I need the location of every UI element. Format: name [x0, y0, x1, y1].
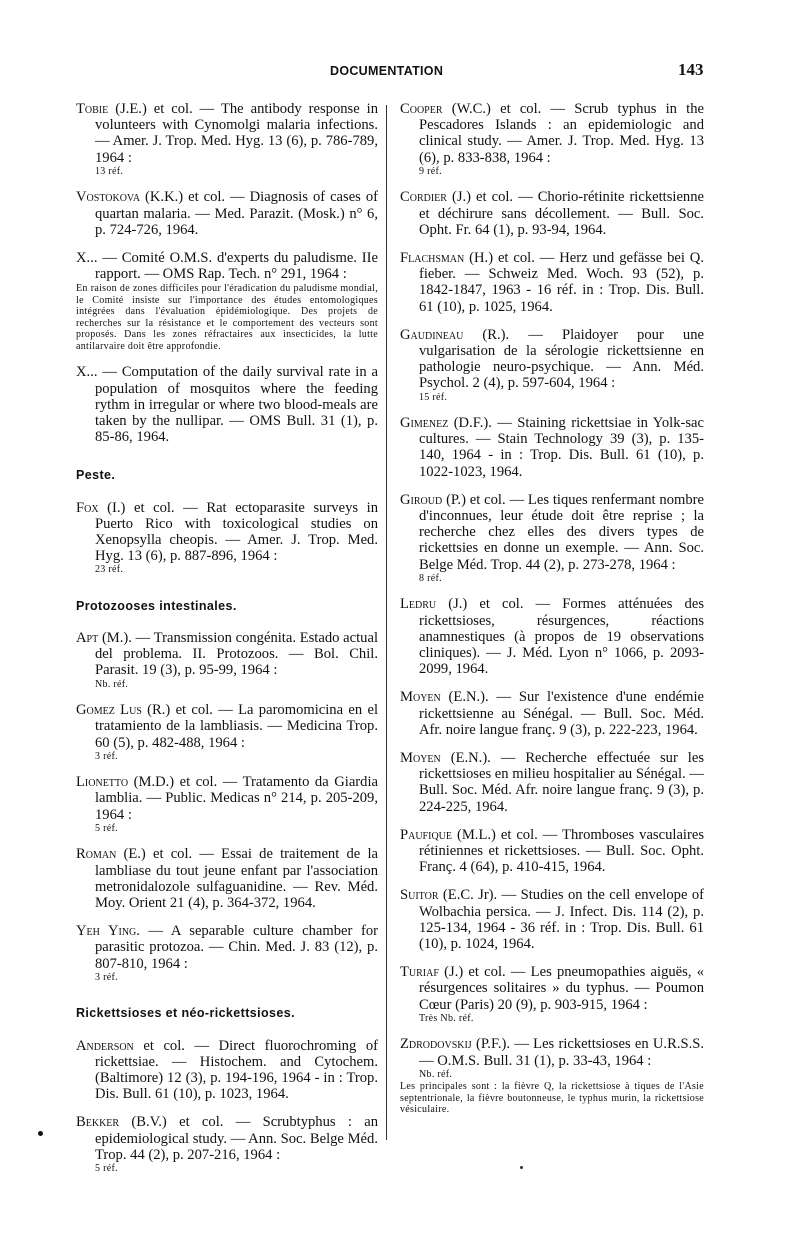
entry-reference-count: Nb. réf. [419, 1068, 453, 1080]
entry-author: Giroud [400, 491, 443, 508]
left-entries-d [76, 1038, 378, 1175]
left-entries-a [76, 101, 378, 445]
entry-citation [400, 689, 704, 738]
entry-author: Moyen [400, 750, 441, 766]
entry-reference-count: 3 réf. [95, 971, 118, 983]
section-heading-rickettsioses: Rickettsioses et néo-rickettsioses. [76, 1006, 295, 1021]
bibliography-entry [400, 1036, 704, 1115]
entry-reference: (M.D.) et col. — Tratamento da Giardia lamblia. — Public. Medicas n° 214, p. 205-209, 1964 : [95, 774, 378, 823]
entry-reference: (J.) et col. — Les pneumopathies aiguës, « résurgences solitaires » du typhus. — Poumon Cœur (Paris) 20 (9), p. 903-915, 1964 : [419, 964, 704, 1013]
entry-reference: (R.). — Plaidoyer pour une vulgarisation de la sérologie rickettsienne en pathologie neuro-psychique. — Ann. Méd. Psychol. 2 (4), p. 597-604, 1964 : [419, 326, 704, 392]
entry-citation [400, 1036, 704, 1068]
entry-reference: (P.F.). — Les rickettsioses en U.R.S.S. — O.M.S. Bull. 31 (1), p. 33-43, 1964 : [419, 1036, 704, 1069]
entry-citation [76, 774, 378, 823]
page-number: 143 [678, 60, 704, 79]
margin-bullet-mark [38, 1131, 43, 1136]
entry-author: Suitor [400, 887, 439, 904]
entry-citation [76, 250, 378, 282]
entry-author: Lionetto [76, 774, 129, 791]
running-title: DOCUMENTATION [330, 64, 444, 78]
bibliography-entry [76, 189, 378, 238]
entry-reference-count: 5 réf. [95, 822, 118, 834]
stray-dot-mark [520, 1166, 523, 1169]
bibliography-entry [400, 887, 704, 952]
bibliography-entry [76, 101, 378, 177]
entry-abstract: Les principales sont : la fièvre Q, la rickettsiose à tiques de l'Asie septentrionale, la fièvre boutonneuse, le typhus murin, la rickettsiose vésiculaire. [400, 1081, 704, 1116]
entry-reference: (E.) et col. — Essai de traitement de la lambliase du tout jeune enfant par l'association metronidalozole sulfaguanidine. — Rev. Méd. Moy. Orient 21 (4), p. 364-372, 1964. [95, 846, 378, 911]
bibliography-entry [400, 250, 704, 315]
entry-citation [400, 189, 704, 238]
left-column [76, 101, 378, 1186]
column-rule [386, 105, 387, 1140]
left-entries-c [76, 630, 378, 983]
entry-reference: (M.L.) et col. — Thromboses vasculaires rétiniennes et rickettsioses. — Bull. Soc. Opht. Franç. 4 (64), p. 410-415, 1964. [419, 826, 704, 876]
bibliography-entry [76, 774, 378, 834]
entry-citation [76, 500, 378, 565]
bibliography-entry [400, 689, 704, 738]
entry-citation [400, 250, 704, 315]
entry-citation [76, 1114, 378, 1163]
entry-reference-count: 13 réf. [95, 165, 124, 177]
entry-author: Paufique [400, 826, 453, 843]
section-heading-protozooses: Protozooses intestinales. [76, 598, 237, 613]
entry-reference: (R.) et col. — La paromomicina en el tratamiento de la lambliasis. — Medicina Trop. 60 (5), p. 482-488, 1964 : [95, 702, 378, 751]
running-head [0, 60, 800, 82]
entry-author: Gaudineau [400, 326, 464, 343]
entry-reference: — A separable culture chamber for parasitic protozoa. — Chin. Med. J. 83 (12), p. 807-810, 1964 : [95, 923, 378, 972]
bibliography-entry [76, 1038, 378, 1103]
entry-author: Cooper [400, 101, 443, 117]
entry-author: Flachsman [400, 249, 465, 266]
entry-reference: (M.). — Transmission congénita. Estado actual del problema. II. Protozoos. — Bol. Chil. Parasit. 19 (3), p. 95-99, 1964 : [95, 630, 378, 679]
entry-reference-count: 23 réf. [95, 564, 124, 576]
entry-reference: — Comité O.M.S. d'experts du paludisme. IIe rapport. — OMS Rap. Tech. n° 291, 1964 : [95, 249, 378, 283]
entry-reference: (W.C.) et col. — Scrub typhus in the Pescadores Islands : an epidemiologic and clinical study. — Amer. J. Trop. Med. Hyg. 13 (6), p. 833-838, 1964 : [419, 101, 704, 166]
bibliography-entry [76, 702, 378, 762]
entry-author: Ledru [400, 596, 437, 613]
entry-abstract: En raison de zones difficiles pour l'éradication du paludisme mondial, le Comité insiste sur l'importance des études entomologiques intégrées dans l'évaluation épidémiologique. Des projets de recherches sur la résistance et le comportement des vecteurs sont proposés. Dans les zones réfractaires aux insecticides, la lutte antilarvaire doit être approfondie. [76, 283, 378, 352]
entry-reference: (E.N.). — Recherche effectuée sur les rickettsioses en milieu hospitalier au Sénégal. — Bull. Soc. Méd. Afr. noire langue franç. 9 (3), p. 224-225, 1964. [419, 750, 704, 815]
entry-citation [400, 964, 704, 1013]
entry-citation [400, 101, 704, 166]
entry-reference: (D.F.). — Staining rickettsiae in Yolk-sac cultures. — Stain Technology 39 (3), p. 135-140, 1964 - in : Trop. Dis. Bull. 61 (10), p. 1022-1023, 1964. [419, 415, 704, 480]
entry-author: X... [76, 249, 98, 266]
entry-author: Turiaf [400, 964, 439, 981]
entry-citation [76, 630, 378, 679]
section-heading-peste: Peste. [76, 468, 116, 483]
right-entries [400, 101, 704, 1116]
entry-reference-count: 3 réf. [95, 750, 118, 762]
bibliography-entry [400, 596, 704, 677]
entry-citation [76, 923, 378, 972]
entry-reference-count: 8 réf. [419, 572, 442, 584]
entry-citation [76, 101, 378, 166]
entry-author: Zdrodovskij [400, 1036, 472, 1053]
entry-reference-count: 5 réf. [95, 1162, 118, 1174]
entry-citation [76, 1038, 378, 1103]
entry-citation [400, 415, 704, 480]
bibliography-entry [76, 1114, 378, 1174]
entry-author: Moyen [400, 689, 441, 706]
bibliography-entry [400, 827, 704, 876]
bibliography-entry [400, 189, 704, 238]
entry-reference-count: 9 réf. [419, 165, 442, 177]
entry-reference: (I.) et col. — Rat ectoparasite surveys in Puerto Rico with toxicological studies on Xenopsylla cheopis. — Amer. J. Trop. Med. Hyg. 13 (6), p. 887-896, 1964 : [95, 499, 378, 565]
bibliography-entry [400, 101, 704, 177]
bibliography-entry [400, 415, 704, 480]
bibliography-entry [400, 492, 704, 585]
entry-author: Bekker [76, 1114, 120, 1131]
entry-reference: (J.E.) et col. — The antibody response in volunteers with Cynomolgi malaria infections. — Amer. J. Trop. Med. Hyg. 13 (6), p. 786-789, 1964 : [95, 101, 378, 166]
entry-author: Gimenez [400, 415, 449, 432]
entry-citation [76, 846, 378, 911]
bibliography-entry [76, 500, 378, 576]
entry-citation [76, 189, 378, 238]
entry-reference: (K.K.) et col. — Diagnosis of cases of quartan malaria. — Med. Parazit. (Mosk.) n° 6, p. 724-726, 1964. [95, 189, 378, 238]
entry-citation [400, 827, 704, 876]
entry-reference: (E.C. Jr). — Studies on the cell envelope of Wolbachia persica. — J. Infect. Dis. 114 (2), p. 125-134, 1964 - 36 réf. in : Trop. Dis. Bull. 61 (10), p. 1024, 1964. [419, 887, 704, 953]
entry-author: Yeh Ying. [76, 923, 140, 940]
entry-author: Cordier [400, 189, 447, 206]
entry-author: Fox [76, 499, 99, 516]
entry-author: Roman [76, 846, 117, 863]
entry-author: X... [76, 364, 98, 381]
bibliography-entry [400, 964, 704, 1024]
entry-citation [76, 364, 378, 445]
bibliography-entry [76, 846, 378, 911]
entry-reference: (E.N.). — Sur l'existence d'une endémie rickettsienne au Sénégal. — Bull. Soc. Méd. Afr. noire langue franç. 9 (3), p. 222-223, 1964. [419, 689, 704, 738]
entry-citation [400, 596, 704, 677]
entry-reference: (B.V.) et col. — Scrubtyphus : an epidemiological study. — Ann. Soc. Belge Méd. Trop. 44 (2), p. 207-216, 1964 : [95, 1114, 378, 1163]
entry-citation [400, 750, 704, 815]
entry-reference-count: Très Nb. réf. [419, 1012, 474, 1024]
bibliography-entry [76, 923, 378, 983]
entry-reference: et col. — Direct fluorochroming of rickettsiae. — Histochem. and Cytochem. (Baltimore) 12 (3), p. 194-196, 1964 - in : Trop. Dis. Bull. 61 (10), p. 1023, 1964. [95, 1037, 378, 1103]
bibliography-entry [76, 630, 378, 690]
entry-author: Tobie [76, 101, 109, 117]
entry-author: Vostokova [76, 189, 141, 206]
entry-reference: — Computation of the daily survival rate in a population of mosquitos where the feeding rythm in irregular or where two blood-meals are taken by the nullipar. — OMS Bull. 31 (1), p. 85-86, 1964. [95, 364, 378, 446]
entry-reference: (H.) et col. — Herz und gefässe bei Q. fieber. — Schweiz Med. Woch. 93 (52), p. 1842-1847, 1963 - 16 réf. in : Trop. Dis. Bull. 61 (10), p. 1025, 1964. [419, 249, 704, 315]
right-column [400, 101, 704, 1128]
entry-citation [400, 327, 704, 392]
bibliography-entry [400, 750, 704, 815]
entry-citation [76, 702, 378, 751]
entry-author: Apt [76, 630, 99, 647]
entry-citation [400, 492, 704, 573]
bibliography-entry [76, 250, 378, 352]
entry-citation [400, 887, 704, 952]
entry-reference-count: Nb. réf. [95, 678, 129, 690]
bibliography-entry [400, 327, 704, 403]
entry-reference: (J.) et col. — Chorio-rétinite rickettsienne et déchirure sans décollement. — Bull. Soc. Opht. Fr. 64 (1), p. 93-94, 1964. [419, 189, 704, 238]
entry-reference: (P.) et col. — Les tiques renfermant nombre d'inconnues, leur étude doit être reprise ; la recherche chez elles des divers types de rickettsies en donne un exemple. — Ann. Soc. Belge Méd. Trop. 44 (2), p. 273-278, 1964 : [419, 491, 704, 573]
entry-reference: (J.) et col. — Formes atténuées des rickettsioses, résurgences, réactions anamnestiques (à propos de 19 observations cliniques). — J. Méd. Lyon n° 1066, p. 2093-2099, 1964. [419, 596, 704, 678]
left-entries-b [76, 500, 378, 576]
entry-author: Anderson [76, 1037, 134, 1054]
entry-author: Gomez Lus [76, 702, 142, 719]
entry-reference-count: 15 réf. [419, 391, 448, 403]
bibliography-entry [76, 364, 378, 445]
